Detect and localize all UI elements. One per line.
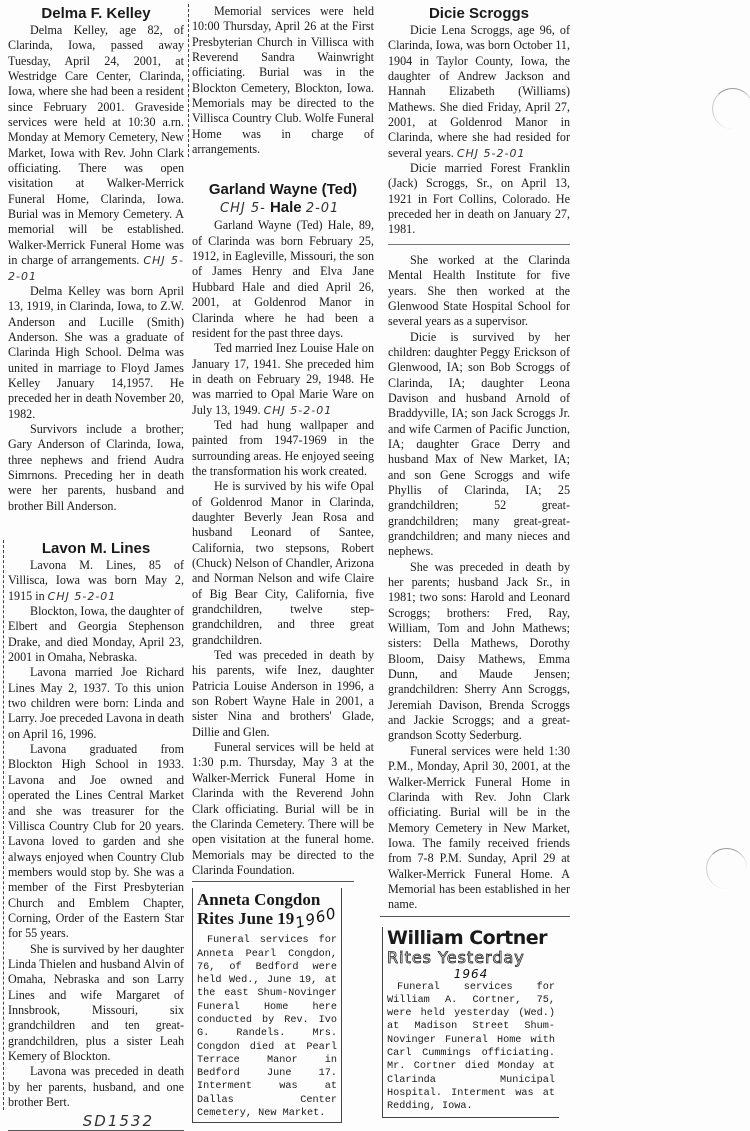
obituary-paragraph: He is survived by his wife Opal of Goldenrod Manor in Clarinda, daughter Beverly Jean Rosa and husband Leonard of Santee, California, two stepsons, Robert (Chuck) Nelson of Chandler, Arizona and Norman Nelson and wife Claire of Big Bear City, California, five grandchildren, twelve step-grandchildren, and three great grandchildren. [192,479,374,647]
obituary-paragraph: Blockton, Iowa, the daughter of Elbert and Georgia Stephenson Drake, and died Monday, April 23, 2001 in Omaha, Nebraska. [8,604,184,665]
clipping-edge [380,916,570,917]
clipping-body: Funeral services for William A. Cortner, 75, were held yesterday (Wed.) at Madison Street Shum-Novinger Funeral Home with Carl Cummings officiating. Mr. Cortner died Monday at Clarinda Municipal Hospital. Interment was at Redding, Iowa. [387,981,555,1113]
obituary-paragraph: Garland Wayne (Ted) Hale, 89, of Clarinda was born February 25, 1912, in Eagleville, Missouri, the son of James Henry and Elva Jane Hubbard Hale and died April 26, 2001, at Goldenrod Manor in Clarinda where he had been a resident for the past three days. [192,218,374,340]
obituary-paragraph [8,558,184,604]
obituary-paragraph [192,341,374,418]
heading-surname: Hale [269,199,302,217]
obituary-paragraph: Delma Kelley was born April 13, 1919, in Clarinda, Iowa, to Z.W. Anderson and Lucille (Smith) Anderson. She was a graduate of Clarinda High School. Delma was united in marriage to Floyd James Kelley January 14,1957. He preceded her in death November 20, 1982. [8,283,184,421]
obituary-paragraph: Lavona graduated from Blockton High School in 1933. Lavona and Joe owned and operated the Lines Central Market and she was treasurer for the Villisca Country Club for 20 years. Lavona loved to garden and she always enjoyed when Country Club members would stop by. She was a member of the First Presbyterian Church and Emblem Chapter, Corning, Order of the Eastern Star for 55 years. [8,742,184,941]
handwritten-note: CHJ 5-2-01 [8,254,184,283]
column-3 [388,5,570,1118]
obituary-lavon-lines [3,540,184,1110]
obituary-paragraph: Funeral services will be held at 1:30 p.m. Thursday, May 3 at the Walker-Merrick Funeral Home in Clarinda with the Reverend John Clark officiating. Burial will be in the Clarinda Cemetery. There will be open visitation at the funeral home. Memorials may be directed to the Clarinda Foundation. [192,740,374,877]
obituary-subheading [192,199,374,218]
clipping-edge [192,881,354,882]
obituary-heading: Delma F. Kelley [41,5,151,22]
obituary-paragraph [8,23,184,284]
clipping-william-cortner [382,927,559,1118]
handwritten-note: 2-01 [305,201,340,217]
obituary-paragraph: Lavona was preceded in death by her parents, husband, and one brother Bert. [8,1064,184,1110]
obituary-paragraph: Funeral services were held 1:30 P.M., Monday, April 30, 2001, at the Walker-Merrick Funeral Home in Clarinda with Rev. John Clark officiating. Burial will be in the Memory Cemetery in New Market, Iowa. The family received friends from 7-8 P.M. Sunday, April 29 at Walker-Merrick Funeral Home. A Memorial has been established in her name. [388,743,570,912]
punch-hole-mark [706,848,747,889]
obituary-paragraph: She is survived by her daughter Linda Thielen and husband Alvin of Omaha, Nebraska and son Larry Lines and wife Margaret of Innsbrook, Missouri, six grandchildren and ten great-grandchildren, plus a sister Leah Kemery of Blockton. [8,941,184,1063]
obituary-paragraph: Dicie is survived by her children: daughter Peggy Erickson of Glenwood, IA; son Bob Scroggs of Clarinda, IA; daughter Leona Davison and husband Arnold of Braddyville, IA; son Jack Scroggs Jr. and wife Carmen of Pacific Junction, IA; daughter Grace Derry and husband Max of New Market, IA; and son Gene Scroggs and wife Phyllis of Clarinda, IA; 25 grandchildren; 52 great-grandchildren; many great-great-grandchildren; and many nieces and nephews. [388,329,570,559]
clipping-headline-row [197,904,339,933]
obituary-garland-hale [192,181,374,878]
obituary-paragraph: Lavona married Joe Richard Lines May 2, 1937. To this union two children were born: Linda and Larry. Joe preceded Lavona in death on April 16, 1996. [8,665,184,741]
clipping-body: Funeral services for Anneta Pearl Congdon, 76, of Bedford were held Wed., June 19, at the east Shum-Novinger Funeral Home here conducted by Rev. Ivo G. Randels. Mrs. Congdon died at Pearl Terrace Manor in Bedford June 17. Interment was at Dallas Center Cemetery, New Market. [197,935,337,1120]
obituary-paragraph: Ted had hung wallpaper and painted from 1947-1969 in the surrounding areas. He enjoyed seeing the transformation his work created. [192,417,374,478]
obituary-paragraph: Survivors include a brother; Gary Anderson of Clarinda, Iowa, three nephews and friend Audra Simrnons. Preceding her in death were her parents, husband and brother Bill Anderson. [8,421,184,513]
column-1 [8,5,184,1131]
punch-hole-mark [712,88,750,129]
clipping-divider [388,244,570,245]
paragraph-text: Ted married Inez Louise Hale on January 17, 1941. She preceded him in death on February 29, 1948. He was married to Opal Marie Ware on July 13, 1949. [192,341,374,417]
paragraph-text: Delma Kelley, age 82, of Clarinda, Iowa, passed away Tuesday, April 24, 2001, at Westridge Care Center, Clarinda, Iowa, where she had been a resident since February 2001. Graveside services were held at 10:30 a.rn. Monday at Memory Cemetery, New Market, Iowa with Rev. John Clark officiating. There was open visitation at Walker-Merrick Funeral Home, Clarinda, Iowa. Burial was in Memory Cemetery. A memorial will be established. Walker-Merrick Funeral Home was in charge of arrangements. [8,23,184,268]
obituary-paragraph: She worked at the Clarinda Mental Health Institute for five years. She then worked at the Glenwood State Hospital School for several years as a supervisor. [388,252,570,329]
archive-number-note: SD1532 [8,1112,184,1131]
paragraph-text: Lavona M. Lines, 85 of Villisca, Iowa was born May 2, 1915 in [8,558,184,603]
obituary-heading: Garland Wayne (Ted) [208,181,358,199]
obituary-heading: Dicie Scroggs [428,5,530,22]
column-2 [192,4,374,1123]
handwritten-note: CHJ 5-2-01 [47,589,117,603]
obituary-dicie-scroggs [388,5,570,913]
obituary-paragraph: She was preceded in death by her parents; husband Jack Sr., in 1981; two sons: Harold and Leonard Scroggs; brothers: Fred, Ray, William, Tom and John Mathews; sisters: Della Mathews, Dorothy Bloom, Daisy Mathews, Emma Dunn, and Maude Jensen; grandchildren: Sherry Ann Scroggs, Jeremiah Davison, Brenda Scroggs and Jackie Scroggs; and a great-grandson Scotty Sederburg. [388,559,570,743]
clipping-headline: Rites June 19 [197,909,295,929]
clipping-headline: Rites Yesterday [387,947,525,967]
obituary-paragraph: Dicie married Forest Franklin (Jack) Scroggs, Sr., on April 13, 1921 in Fort Collins, Colorado. He preceded her in death on January 27, 1981. [388,161,570,237]
obituary-paragraph [388,23,570,161]
handwritten-note: CHJ 5-2-01 [263,403,333,417]
obituary-paragraph: Memorial services were held 10:00 Thursday, April 26 at the First Presbyterian Church in Villisca with Reverend Sandra Wainwright officiating. Burial was in the Blockton Cemetery, Blockton, Iowa. Memorials may be directed to the Villisca Country Club. Wolfe Funeral Home was in charge of arrangements. [188,4,374,157]
handwritten-year-note: 1960 [293,904,339,933]
clipping-anneta-congdon [192,888,342,1123]
obituary-paragraph: Ted was preceded in death by his parents, wife Inez, daughter Patricia Louise Anderson in 1996, a son Robert Wayne Hale in 2001, a sister Nina and brothers' Glade, Dillie and Glen. [192,648,374,739]
handwritten-note: CHJ 5-2-01 [456,146,526,160]
clipping-headline: William Cortner [387,926,547,949]
handwritten-note: CHJ 5- [220,201,266,217]
clipping-headline: Anneta Congdon [197,890,321,910]
paragraph-text: Dicie Lena Scroggs, age 96, of Clarinda, Iowa, was born October 11, 1904 in Taylor County, Iowa, the daughter of Andrew Jackson and Hannah Elizabeth (Williams) Mathews. She died Friday, April 27, 2001, at Goldenrod Manor in Clarinda, where she had resided for several years. [388,23,570,160]
handwritten-year-note: 1964 [453,966,489,981]
obituary-heading: Lavon M. Lines [41,540,151,557]
obituary-delma-kelley [8,5,184,514]
